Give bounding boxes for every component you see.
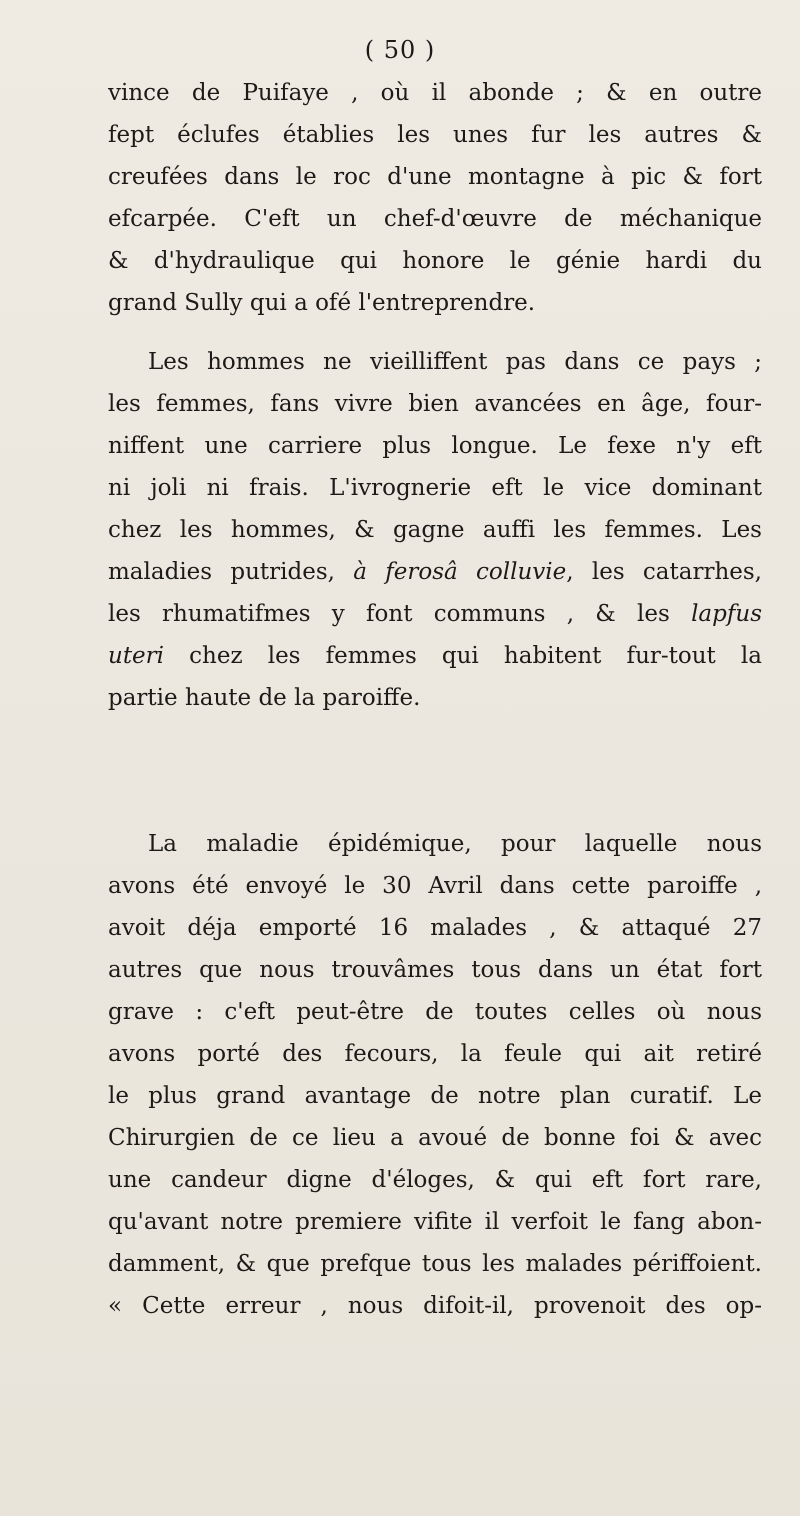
text-line: uteri chez les femmes qui habitent fur-tout la <box>108 643 762 669</box>
latin-phrase: lapfus <box>691 601 762 627</box>
text-line: les femmes, fans vivre bien avancées en âge, four- <box>108 391 762 417</box>
text-line: grave : c'eft peut-être de toutes celles où nous <box>108 999 762 1025</box>
text-line: partie haute de la paroiffe. <box>108 685 421 711</box>
text-line: creufées dans le roc d'une montagne à pic & fort <box>108 164 762 190</box>
latin-phrase: uteri <box>108 643 165 669</box>
text-line: chez les hommes, & gagne auffi les femmes. Les <box>108 517 762 543</box>
text-line: grand Sully qui a ofé l'entreprendre. <box>108 290 536 316</box>
text-line: une candeur digne d'éloges, & qui eft fort rare, <box>108 1167 762 1193</box>
latin-phrase: à ferosâ colluvie <box>353 559 567 585</box>
page-number: ( 50 ) <box>364 36 436 64</box>
paragraph-1 <box>108 72 762 324</box>
text-line: niffent une carriere plus longue. Le fexe n'y eft <box>108 433 762 459</box>
text-line: les rhumatifmes y font communs , & les lapfus <box>108 601 762 627</box>
text-line: maladies putrides, à ferosâ colluvie, les catarrhes, <box>108 559 762 585</box>
text-line: qu'avant notre premiere vifite il verfoit le fang abon- <box>108 1209 762 1235</box>
text-line: Les hommes ne vieilliffent pas dans ce pays ; <box>148 349 762 375</box>
paragraph-2 <box>108 341 762 719</box>
text-line: « Cette erreur , nous difoit-il, provenoit des op- <box>108 1293 762 1319</box>
text-line: vince de Puifaye , où il abonde ; & en outre <box>108 80 762 106</box>
text-line: Chirurgien de ce lieu a avoué de bonne foi & avec <box>108 1125 762 1151</box>
text-line: le plus grand avantage de notre plan curatif. Le <box>108 1083 762 1109</box>
text-line: avons été envoyé le 30 Avril dans cette paroiffe , <box>108 873 762 899</box>
text-line: autres que nous trouvâmes tous dans un état fort <box>108 957 762 983</box>
text-line: avons porté des fecours, la feule qui ait retiré <box>108 1041 762 1067</box>
text-line: fept éclufes établies les unes fur les autres & <box>108 122 762 148</box>
text-line: ni joli ni frais. L'ivrognerie eft le vice dominant <box>108 475 762 501</box>
text-line: La maladie épidémique, pour laquelle nous <box>148 831 762 857</box>
text-line: damment, & que prefque tous les malades périffoient. <box>108 1251 762 1277</box>
text-line: avoit déja emporté 16 malades , & attaqué 27 <box>108 915 762 941</box>
text-line: & d'hydraulique qui honore le génie hardi du <box>108 248 762 274</box>
paragraph-3 <box>108 823 762 1327</box>
text-line: efcarpée. C'eft un chef-d'œuvre de méchanique <box>108 206 762 232</box>
